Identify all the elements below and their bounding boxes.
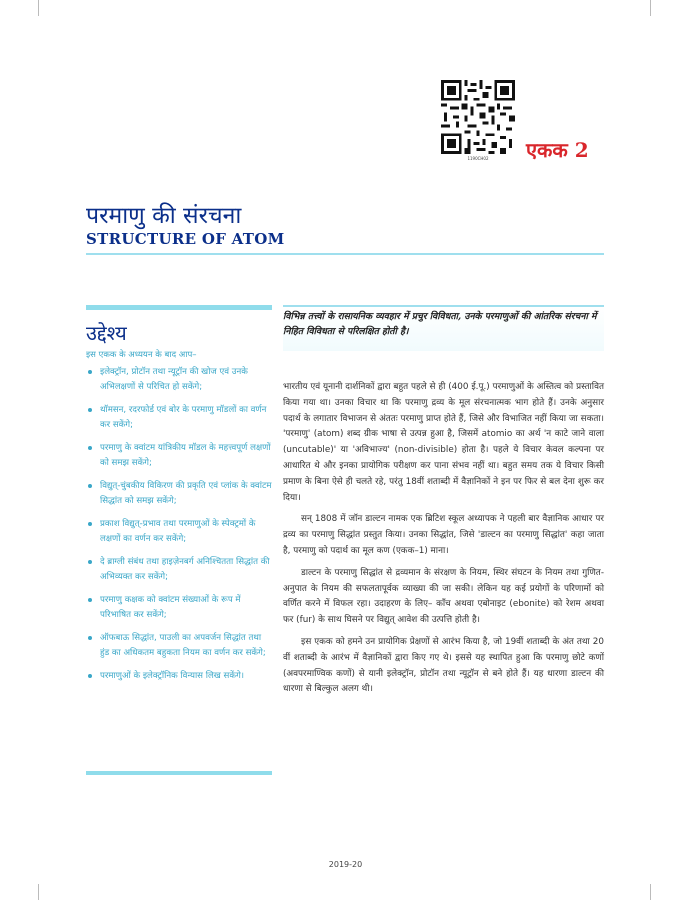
crop-mark-bottom-left — [38, 884, 39, 900]
bullet-icon — [88, 446, 92, 450]
objective-text: इलेक्ट्रॉन, प्रोटॉन तथा न्यूट्रॉन की खोज एवं उनके अभिलक्षणों से परिचित हो सकेंगे; — [100, 367, 248, 392]
objective-item — [86, 669, 272, 684]
bullet-icon — [88, 560, 92, 564]
crop-mark-bottom-right — [650, 884, 651, 900]
qr-code — [441, 80, 515, 154]
objective-item — [86, 403, 272, 432]
objective-text: थॉमसन, रदरफोर्ड एवं बोर के परमाणु मॉडलों का वर्णन कर सकेंगे; — [100, 405, 267, 430]
bullet-icon — [88, 674, 92, 678]
body-paragraph: इस एकक को हमने उन प्रायोगिक प्रेक्षणों से आरंभ किया है, जो 19वीं शताब्दी के अंत तथा 20 वीं शताब्दी के आरंभ में वैज्ञानिकों द्वारा किए गए थे। इससे यह स्थापित हुआ कि परमाणु छोटे कणों (अवपरमाण्विक कणों) से यानी इलेक्ट्रॉन, प्रोटॉन तथा न्यूट्रॉन से बने होते हैं। यह धारणा डाल्टन की धारणा से बिल्कुल अलग थी। — [283, 636, 604, 695]
objective-text: परमाणु कक्षक को क्वांटम संख्याओं के रूप में परिभाषित कर सकेंगे; — [100, 595, 241, 620]
bullet-icon — [88, 522, 92, 526]
crop-mark-top-right — [650, 0, 651, 16]
objective-item — [86, 517, 272, 546]
objectives-panel — [86, 305, 272, 775]
objective-text: परमाणु के क्वांटम यांत्रिकीय मॉडल के महत्त्वपूर्ण लक्षणों को समझ सकेंगे; — [100, 443, 271, 468]
bullet-icon — [88, 370, 92, 374]
bullet-icon — [88, 408, 92, 412]
body-text — [283, 380, 604, 704]
objective-item — [86, 631, 272, 660]
crop-mark-top-left — [38, 0, 39, 16]
chapter-title-hindi: परमाणु की संरचना — [86, 203, 242, 229]
body-paragraph: सन् 1808 में जॉन डाल्टन नामक एक ब्रिटिश स्कूल अध्यापक ने पहली बार वैज्ञानिक आधार पर द्रव्य का परमाणु सिद्धांत प्रस्तुत किया। उनका सिद्धांत, जिसे 'डाल्टन का परमाणु सिद्धांत' कहा जाता है, परमाणु को पदार्थ का मूल कण (एकक–1) माना। — [283, 514, 604, 556]
chapter-title-english: STRUCTURE OF ATOM — [86, 230, 285, 248]
objective-item — [86, 441, 272, 470]
body-paragraph: डाल्टन के परमाणु सिद्धांत से द्रव्यमान के संरक्षण के नियम, स्थिर संघटन के नियम तथा गुणित-अनुपात के नियम की सफलतापूर्वक व्याख्या की जा सकी। लेकिन यह कई प्रयोगों के परिणामों को वर्णित करने में विफल रहा। उदाहरण के लिए– काँच अथवा एबोनाइट (ebonite) को रेशम अथवा फर (fur) के साथ घिसने पर विद्युत् आवेश की उत्पत्ति होती है। — [283, 567, 604, 626]
objective-item — [86, 365, 272, 394]
bullet-icon — [88, 484, 92, 488]
objectives-intro: इस एकक के अध्ययन के बाद आप– — [86, 350, 197, 360]
objectives-list — [86, 365, 272, 693]
page-number: 2019-20 — [328, 860, 363, 869]
objectives-bottom-rule — [86, 771, 272, 775]
unit-label: एकक 2 — [526, 138, 589, 162]
title-divider — [86, 253, 604, 255]
objective-text: विद्युत्-चुंबकीय विकिरण की प्रकृति एवं प्लांक के क्वांटम सिद्धांत को समझ सकेंगे; — [100, 481, 272, 506]
body-paragraph: भारतीय एवं यूनानी दार्शनिकों द्वारा बहुत पहले से ही (400 ई.पू.) परमाणुओं के अस्तित्व को प्रस्तावित किया गया था। उनका विचार था कि परमाणु द्रव्य के मूल संरचनात्मक भाग होते हैं। उनके अनुसार पदार्थ के लगातार विभाजन से अंततः परमाणु प्राप्त होते हैं, जिसे और विभाजित नहीं किया जा सकता। 'परमाणु' (atom) शब्द ग्रीक भाषा से उत्पन्न हुआ है, जिसमें atomio का अर्थ 'न काटे जाने वाला (uncutable)' या 'अविभाज्य' (non-divisible) होता है। पहले ये विचार केवल कल्पना पर आधारित थे और इनका प्रायोगिक परीक्षण कर पाना संभव नहीं था। बहुत समय तक ये विचार किसी प्रमाण के बिना ऐसे ही चलते रहे, परंतु 18वीं शताब्दी में वैज्ञानिकों ने इन पर फिर से बल देना शुरू कर दिया। — [283, 382, 604, 503]
objective-item — [86, 593, 272, 622]
objective-text: दे ब्राग्ली संबंध तथा हाइज़ेनबर्ग अनिश्चितता सिद्धांत की अभिव्यक्त कर सकेंगे; — [100, 557, 270, 582]
objective-text: प्रकाश विद्युत्-प्रभाव तथा परमाणुओं के स्पेक्ट्रमों के लक्षणों का वर्णन कर सकेंगे; — [100, 519, 256, 544]
bullet-icon — [88, 598, 92, 602]
objective-text: परमाणुओं के इलेक्ट्रॉनिक विन्यास लिख सकेंगे। — [100, 671, 245, 681]
objectives-top-rule — [86, 305, 272, 310]
objectives-heading: उद्देश्य — [86, 321, 127, 345]
objective-item — [86, 479, 272, 508]
qr-caption: 1190CH02 — [467, 156, 489, 161]
bullet-icon — [88, 636, 92, 640]
objective-item — [86, 555, 272, 584]
intro-quote: विभिन्न तत्त्वों के रासायनिक व्यवहार में प्रचुर विविधता, उनके परमाणुओं की आंतरिक संरचना में निहित विविधता से परिलक्षित होती है। — [283, 311, 597, 337]
objective-text: ऑफबाऊ सिद्धांत, पाउली का अपवर्जन सिद्धांत तथा हुंड का अधिकतम बहुकता नियम का वर्णन कर सकेंगे; — [100, 633, 266, 658]
